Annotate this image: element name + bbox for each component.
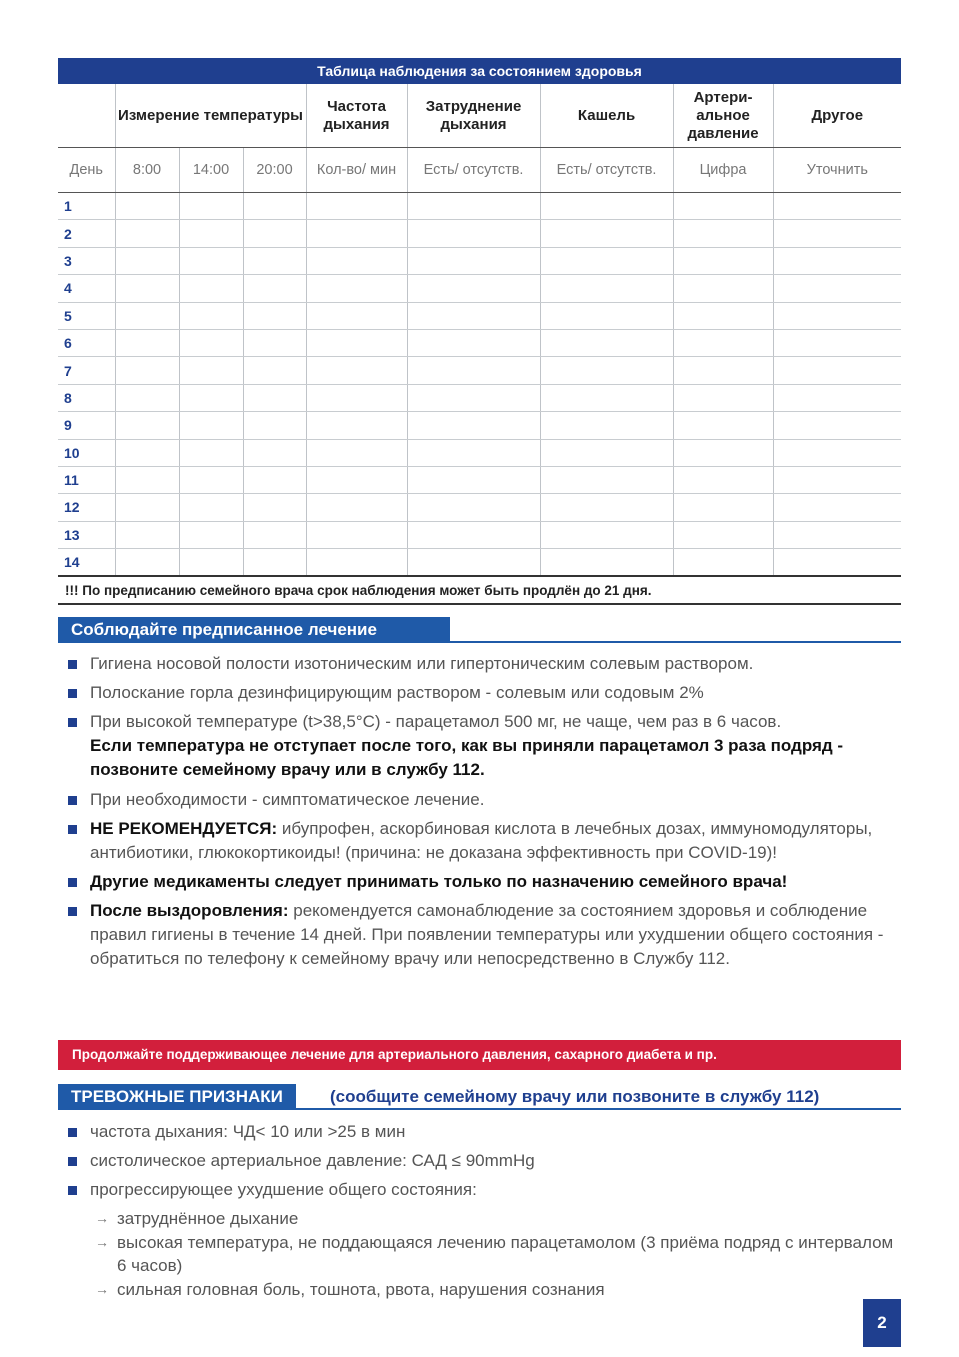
- bullet-square-icon: [68, 796, 77, 805]
- bullet-square-icon: [68, 1186, 77, 1195]
- table-row: [58, 193, 901, 220]
- bullet-square-icon: [68, 689, 77, 698]
- cell[interactable]: [540, 466, 673, 493]
- table-row: [58, 466, 901, 493]
- list-item: [68, 1178, 904, 1202]
- cell[interactable]: [673, 549, 773, 577]
- table-title: Таблица наблюдения за состоянием здоровья: [58, 58, 901, 84]
- cell[interactable]: [673, 466, 773, 493]
- cell[interactable]: [773, 494, 901, 521]
- list-item: [68, 1149, 904, 1173]
- cell[interactable]: [773, 439, 901, 466]
- cell[interactable]: [407, 466, 540, 493]
- divider: [58, 1108, 901, 1110]
- subheader-8: 8:00: [115, 148, 179, 193]
- header-blood-pressure: Артери-альное давление: [673, 84, 773, 148]
- page-number: 2: [863, 1299, 901, 1347]
- cell[interactable]: [243, 193, 306, 220]
- cell[interactable]: [115, 193, 179, 220]
- cell[interactable]: [540, 494, 673, 521]
- arrow-right-icon: →: [95, 1281, 109, 1297]
- item-text: систолическое артериальное давление: САД ≤ 90mmHg: [90, 1151, 535, 1170]
- day-number: 12: [58, 494, 115, 521]
- cell[interactable]: [179, 412, 243, 439]
- cell[interactable]: [179, 494, 243, 521]
- cell[interactable]: [306, 329, 407, 356]
- cell[interactable]: [179, 357, 243, 384]
- cell[interactable]: [243, 302, 306, 329]
- cell[interactable]: [407, 329, 540, 356]
- item-text: сильная головная боль, тошнота, рвота, нарушения сознания: [117, 1280, 605, 1299]
- cell[interactable]: [243, 247, 306, 274]
- cell[interactable]: [540, 329, 673, 356]
- cell[interactable]: [243, 549, 306, 577]
- bullet-square-icon: [68, 718, 77, 727]
- item-text: высокая температура, не поддающаяся лечению парацетамолом (3 приёма подряд с интервалом 6 часов): [117, 1233, 894, 1275]
- cell[interactable]: [179, 247, 243, 274]
- cell[interactable]: [407, 220, 540, 247]
- cell[interactable]: [773, 275, 901, 302]
- header-cough: Кашель: [540, 84, 673, 148]
- cell[interactable]: [407, 412, 540, 439]
- cell[interactable]: [407, 275, 540, 302]
- cell[interactable]: [773, 193, 901, 220]
- table-row: [58, 247, 901, 274]
- cell[interactable]: [243, 329, 306, 356]
- subheader-number: Цифра: [673, 148, 773, 193]
- table-row: [58, 275, 901, 302]
- item-text: При необходимости - симптоматическое лечение.: [90, 790, 485, 809]
- cell[interactable]: [179, 439, 243, 466]
- section-treatment-title: Соблюдайте предписанное лечение: [58, 617, 450, 643]
- cell[interactable]: [673, 193, 773, 220]
- cell[interactable]: [540, 521, 673, 548]
- cell[interactable]: [540, 549, 673, 577]
- cell[interactable]: [306, 193, 407, 220]
- item-text: Гигиена носовой полости изотоническим или гипертоническим солевым раствором.: [90, 654, 754, 673]
- item-warning: Если температура не отступает после того, как вы приняли парацетамол 3 раза подряд - позвоните семейному врачу или в службу 112.: [90, 736, 844, 779]
- list-item: [68, 899, 904, 971]
- day-number: 9: [58, 412, 115, 439]
- bullet-square-icon: [68, 1128, 77, 1137]
- item-text: рекомендуется самонаблюдение за состоянием здоровья и соблюдение правил гигиены в течение 14 дней. При появлении температуры или ухудшении общего состояния - обратиться по телефону к семейному врачу или непосредственно в Службу 112.: [90, 901, 884, 968]
- cell[interactable]: [407, 439, 540, 466]
- cell[interactable]: [243, 220, 306, 247]
- cell[interactable]: [673, 302, 773, 329]
- table-row: [58, 384, 901, 411]
- cell[interactable]: [673, 494, 773, 521]
- cell[interactable]: [540, 439, 673, 466]
- cell[interactable]: [673, 247, 773, 274]
- health-observation-table: [58, 84, 901, 577]
- cell[interactable]: [306, 384, 407, 411]
- cell[interactable]: [243, 439, 306, 466]
- section-alarm-subtitle: (сообщите семейному врачу или позвоните в службу 112): [330, 1087, 820, 1106]
- table-row: [58, 412, 901, 439]
- cell[interactable]: [306, 521, 407, 548]
- cell[interactable]: [243, 412, 306, 439]
- cell[interactable]: [306, 549, 407, 577]
- cell[interactable]: [407, 494, 540, 521]
- cell[interactable]: [773, 329, 901, 356]
- cell[interactable]: [115, 466, 179, 493]
- cell[interactable]: [540, 220, 673, 247]
- item-text: частота дыхания: ЧД< 10 или >25 в мин: [90, 1122, 406, 1141]
- treatment-list: [68, 652, 904, 976]
- cell[interactable]: [306, 247, 407, 274]
- cell[interactable]: [306, 439, 407, 466]
- cell[interactable]: [115, 439, 179, 466]
- day-number: 11: [58, 466, 115, 493]
- list-item: [95, 1207, 905, 1230]
- subheader-yes-no: Есть/ отсутств.: [407, 148, 540, 193]
- cell[interactable]: [407, 384, 540, 411]
- list-item: [68, 870, 904, 894]
- arrow-right-icon: →: [95, 1210, 109, 1226]
- cell[interactable]: [306, 466, 407, 493]
- day-number: 4: [58, 275, 115, 302]
- item-bold: НЕ РЕКОМЕНДУЕТСЯ:: [90, 819, 278, 838]
- cell[interactable]: [773, 220, 901, 247]
- cell[interactable]: [179, 275, 243, 302]
- cell[interactable]: [306, 357, 407, 384]
- cell[interactable]: [179, 329, 243, 356]
- table-row: [58, 549, 901, 577]
- cell[interactable]: [773, 549, 901, 577]
- subheader-count: Кол-во/ мин: [306, 148, 407, 193]
- cell[interactable]: [673, 384, 773, 411]
- alarm-list: [68, 1120, 904, 1207]
- cell[interactable]: [179, 384, 243, 411]
- cell[interactable]: [115, 412, 179, 439]
- day-number: 6: [58, 329, 115, 356]
- item-text: прогрессирующее ухудшение общего состояния:: [90, 1180, 477, 1199]
- cell[interactable]: [179, 466, 243, 493]
- day-number: 5: [58, 302, 115, 329]
- item-text: Полоскание горла дезинфицирующим раствором - солевым или содовым 2%: [90, 683, 704, 702]
- cell[interactable]: [540, 384, 673, 411]
- cell[interactable]: [179, 302, 243, 329]
- day-number: 10: [58, 439, 115, 466]
- cell[interactable]: [407, 302, 540, 329]
- header-other: Другое: [773, 84, 901, 148]
- alarm-sublist: [95, 1207, 905, 1302]
- cell[interactable]: [407, 549, 540, 577]
- day-number: 8: [58, 384, 115, 411]
- table-row: [58, 329, 901, 356]
- cell[interactable]: [773, 384, 901, 411]
- cell[interactable]: [306, 302, 407, 329]
- day-number: 7: [58, 357, 115, 384]
- item-text: При высокой температуре (t>38,5°C) - парацетамол 500 мг, не чаще, чем раз в 6 часов.: [90, 712, 782, 731]
- cell[interactable]: [773, 466, 901, 493]
- day-number: 13: [58, 521, 115, 548]
- bullet-square-icon: [68, 907, 77, 916]
- cell[interactable]: [306, 412, 407, 439]
- cell[interactable]: [673, 521, 773, 548]
- bullet-square-icon: [68, 1157, 77, 1166]
- list-item: [68, 817, 904, 865]
- subheader-day: День: [58, 148, 115, 193]
- cell[interactable]: [115, 302, 179, 329]
- day-number: 14: [58, 549, 115, 577]
- subheader-14: 14:00: [179, 148, 243, 193]
- list-item: [95, 1231, 905, 1277]
- list-item: [95, 1278, 905, 1301]
- list-item: [68, 710, 904, 782]
- cell[interactable]: [540, 193, 673, 220]
- bullet-square-icon: [68, 878, 77, 887]
- cell[interactable]: [306, 220, 407, 247]
- header-breathing-difficulty: Затруднение дыхания: [407, 84, 540, 148]
- cell[interactable]: [179, 549, 243, 577]
- cell[interactable]: [243, 494, 306, 521]
- arrow-right-icon: →: [95, 1234, 109, 1250]
- cell[interactable]: [306, 494, 407, 521]
- cell[interactable]: [243, 466, 306, 493]
- observation-note: !!! По предписанию семейного врача срок наблюдения может быть продлён до 21 дня.: [65, 583, 652, 598]
- cell[interactable]: [115, 357, 179, 384]
- item-text: ибупрофен, аскорбиновая кислота в лечебных дозах, иммуномодуляторы, антибиотики, глюкокортикоиды! (причина: не доказана эффективность при COVID-19)!: [90, 819, 873, 862]
- cell[interactable]: [773, 247, 901, 274]
- list-item: [68, 788, 904, 812]
- list-item: [68, 1120, 904, 1144]
- cell[interactable]: [540, 412, 673, 439]
- cell[interactable]: [115, 384, 179, 411]
- cell[interactable]: [115, 494, 179, 521]
- table-row: [58, 357, 901, 384]
- cell[interactable]: [243, 357, 306, 384]
- cell[interactable]: [673, 275, 773, 302]
- item-bold: После выздоровления:: [90, 901, 289, 920]
- day-number: 1: [58, 193, 115, 220]
- cell[interactable]: [115, 275, 179, 302]
- subheader-specify: Уточнить: [773, 148, 901, 193]
- day-number: 2: [58, 220, 115, 247]
- divider: [58, 603, 901, 605]
- cell[interactable]: [407, 193, 540, 220]
- cell[interactable]: [540, 302, 673, 329]
- cell[interactable]: [773, 521, 901, 548]
- table-row: [58, 302, 901, 329]
- cell[interactable]: [773, 412, 901, 439]
- cell[interactable]: [179, 220, 243, 247]
- divider: [58, 641, 901, 643]
- bullet-square-icon: [68, 825, 77, 834]
- header-temperature: Измерение температуры: [115, 84, 306, 148]
- cell[interactable]: [773, 302, 901, 329]
- cell[interactable]: [407, 357, 540, 384]
- cell[interactable]: [673, 329, 773, 356]
- cell[interactable]: [243, 275, 306, 302]
- cell[interactable]: [115, 521, 179, 548]
- item-text: затруднённое дыхание: [117, 1209, 299, 1228]
- cell[interactable]: [243, 521, 306, 548]
- list-item: [68, 652, 904, 676]
- day-number: 3: [58, 247, 115, 274]
- cell[interactable]: [179, 521, 243, 548]
- cell[interactable]: [407, 521, 540, 548]
- table-row: [58, 494, 901, 521]
- cell[interactable]: [540, 357, 673, 384]
- cell[interactable]: [540, 275, 673, 302]
- cell[interactable]: [540, 247, 673, 274]
- table-row: [58, 220, 901, 247]
- cell[interactable]: [115, 220, 179, 247]
- cell[interactable]: [243, 384, 306, 411]
- bullet-square-icon: [68, 660, 77, 669]
- cell[interactable]: [115, 247, 179, 274]
- cell[interactable]: [407, 247, 540, 274]
- cell[interactable]: [673, 439, 773, 466]
- subheader-yes-no: Есть/ отсутств.: [540, 148, 673, 193]
- cell[interactable]: [115, 549, 179, 577]
- subheader-20: 20:00: [243, 148, 306, 193]
- cell[interactable]: [673, 412, 773, 439]
- cell[interactable]: [306, 275, 407, 302]
- list-item: [68, 681, 904, 705]
- maintenance-banner: Продолжайте поддерживающее лечение для артериального давления, сахарного диабета и пр.: [58, 1040, 901, 1070]
- cell[interactable]: [673, 357, 773, 384]
- table-row: [58, 521, 901, 548]
- header-breathing-rate: Частота дыхания: [306, 84, 407, 148]
- section-alarm-title: ТРЕВОЖНЫЕ ПРИЗНАКИ: [58, 1084, 296, 1110]
- table-row: [58, 439, 901, 466]
- cell[interactable]: [115, 329, 179, 356]
- header-empty: [58, 84, 115, 148]
- cell[interactable]: [673, 220, 773, 247]
- item-bold: Другие медикаменты следует принимать только по назначению семейного врача!: [90, 872, 788, 891]
- cell[interactable]: [773, 357, 901, 384]
- cell[interactable]: [179, 193, 243, 220]
